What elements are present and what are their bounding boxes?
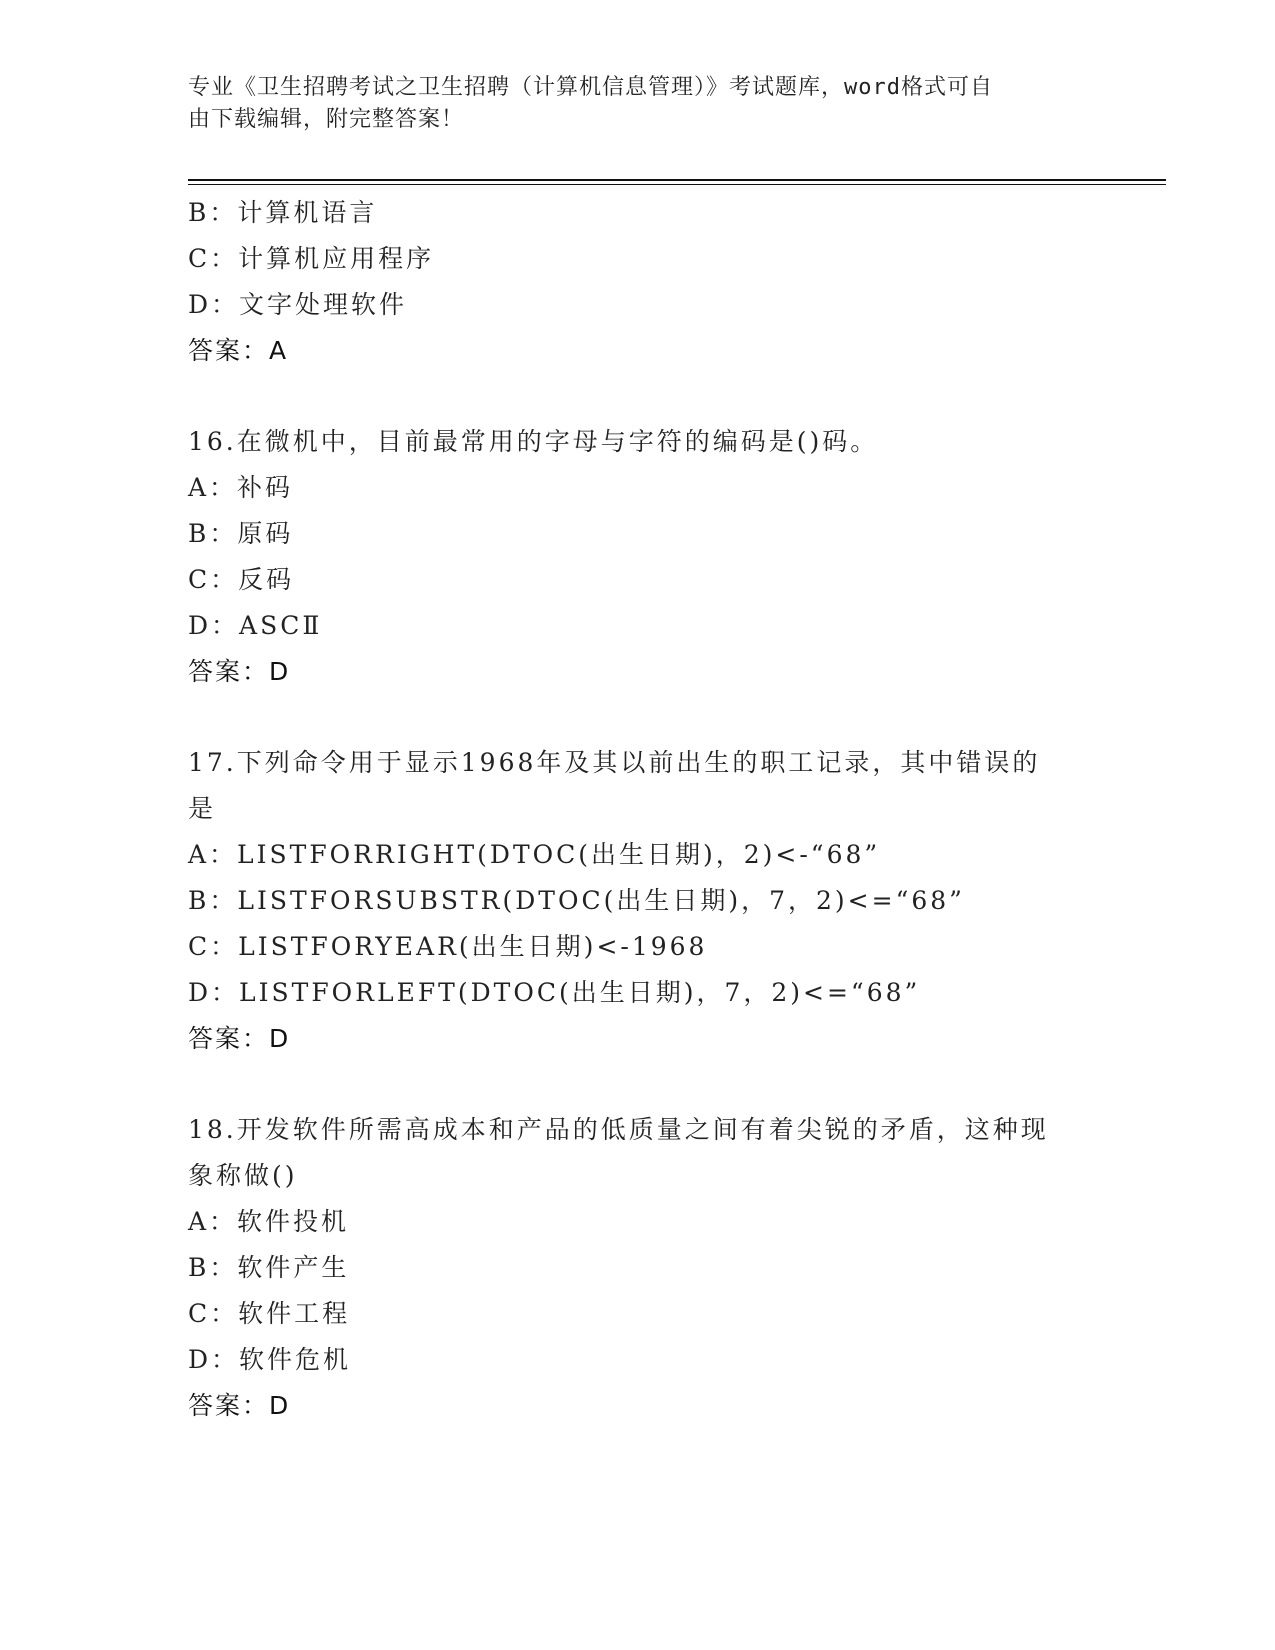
- option-b: B：计算机语言: [188, 198, 378, 227]
- answer-line: 答案：D: [188, 1391, 291, 1420]
- question-text: 16.在微机中，目前最常用的字母与字符的编码是()码。: [188, 427, 879, 456]
- answer-line: 答案：D: [188, 1024, 291, 1053]
- question-block-18: [188, 1107, 1088, 1429]
- question-text-continued: 象称做(): [188, 1161, 298, 1190]
- document-header: [188, 72, 1068, 136]
- option-d: D：LISTFORLEFT(DTOC(出生日期)，7，2)<=“68”: [188, 978, 921, 1007]
- header-rule-thick: [188, 179, 1166, 181]
- question-block-15: [188, 190, 1088, 374]
- header-line-2: 由下载编辑，附完整答案！: [188, 107, 465, 132]
- option-d: D：软件危机: [188, 1345, 352, 1374]
- question-text: 18.开发软件所需高成本和产品的低质量之间有着尖锐的矛盾，这种现: [188, 1115, 1049, 1144]
- question-block-16: [188, 419, 1088, 695]
- option-b: B：原码: [188, 519, 294, 548]
- header-rule-thin: [188, 184, 1166, 185]
- option-c: C：计算机应用程序: [188, 244, 435, 273]
- answer-line: 答案：D: [188, 657, 291, 686]
- option-c: C：软件工程: [188, 1299, 351, 1328]
- option-c: C：反码: [188, 565, 295, 594]
- option-a: A：LISTFORRIGHT(DTOC(出生日期)，2)<-“68”: [188, 840, 881, 869]
- header-line-1: 专业《卫生招聘考试之卫生招聘（计算机信息管理）》考试题库，word格式可自: [188, 75, 993, 100]
- question-block-17: [188, 740, 1088, 1062]
- option-d: D：文字处理软件: [188, 290, 408, 319]
- option-a: A：补码: [188, 473, 294, 502]
- option-c: C：LISTFORYEAR(出生日期)<-1968: [188, 932, 708, 961]
- option-b: B：LISTFORSUBSTR(DTOC(出生日期)，7，2)<=“68”: [188, 886, 965, 915]
- question-text: 17.下列命令用于显示1968年及其以前出生的职工记录，其中错误的: [188, 748, 1041, 777]
- question-list: [188, 190, 1088, 1429]
- option-d: D：ASCⅡ: [188, 611, 323, 640]
- option-a: A：软件投机: [188, 1207, 350, 1236]
- answer-line: 答案：A: [188, 336, 289, 365]
- question-text-continued: 是: [188, 794, 217, 823]
- option-b: B：软件产生: [188, 1253, 350, 1282]
